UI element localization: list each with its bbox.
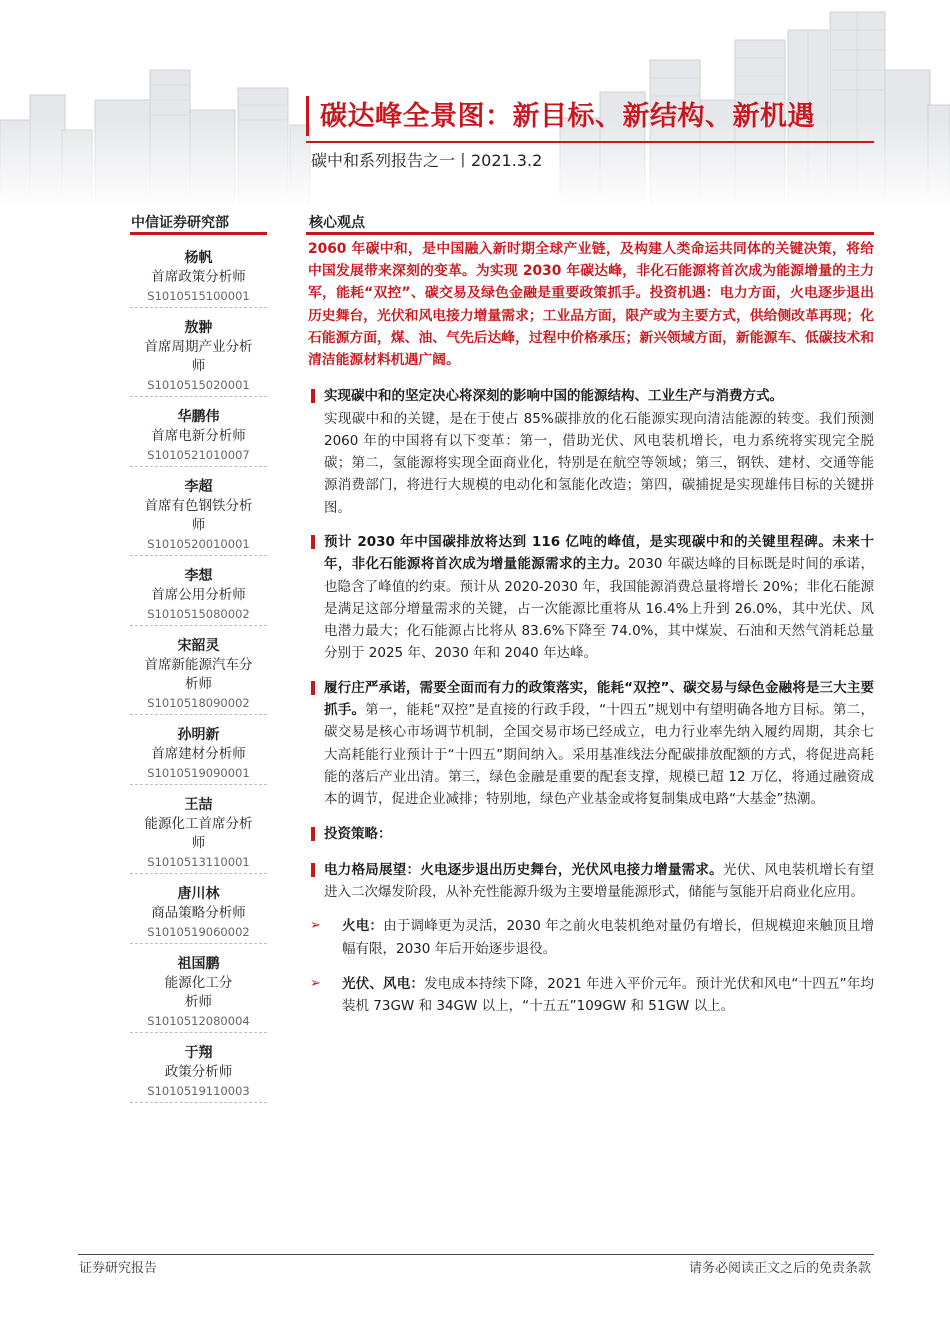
key-point <box>308 385 874 519</box>
key-point-lead: 预计 2030 年中国碳排放将达到 116 亿吨的峰值，是实现碳中和的关键里程碑。未来十年，非化石能源将首次成为增量能源需求的主力。 <box>324 534 874 573</box>
analyst-code: S1010519110003 <box>130 1082 267 1103</box>
analyst-code: S1010515080002 <box>130 605 267 626</box>
strategy-heading: 投资策略： <box>308 823 874 845</box>
analyst-code: S1010513110001 <box>130 853 267 874</box>
key-point-body: 第一，能耗“双控”是直接的行政手段，“十四五”规划中有望明确各地方目标。第二，碳交易是核心市场调节机制，全国交易市场已经成立，电力行业率先纳入履约周期，其余七大高耗能行业预计于“十四五”期间纳入。采用基准线法分配碳排放配额的方式，将促进高耗能的落后产业出清。第三，绿色金融是重要的配套支撑，规模已超 12 万亿，将通过融资成本的调节，促进企业减排；特别地，绿色产业基金或将复制集成电路“大基金”热潮。 <box>324 702 875 808</box>
analyst-card <box>130 884 267 944</box>
arrow-bullet-icon: ➢ <box>310 976 321 992</box>
analyst-card <box>130 566 267 626</box>
analyst-name: 杨帆 <box>184 250 213 266</box>
analyst-name: 王喆 <box>184 797 213 813</box>
analyst-card <box>130 477 267 556</box>
analyst-code: S1010519060002 <box>130 923 267 944</box>
analyst-code: S1010515100001 <box>130 287 267 308</box>
strategy-point-body: 光伏、风电装机增长有望进入二次爆发阶段，从补充性能源升级为主要增量能源形式，储能与氢能开启商业化应用。 <box>324 861 875 901</box>
main-divider <box>306 232 874 235</box>
analyst-code: S1010520010001 <box>130 535 267 556</box>
analyst-code: S1010518090002 <box>130 694 267 715</box>
analyst-role: 首席公用分析师 <box>151 587 246 603</box>
core-summary: 2060 年碳中和，是中国融入新时期全球产业链，及构建人类命运共同体的关键决策，将给中国发展带来深刻的变革。为实现 2030 年碳达峰，非化石能源将首次成为能源增量的主力军，能耗“双控”、碳交易及绿色金融是重要政策抓手。投资机遇：电力方面，火电逐步退出历史舞台，光伏和风电接力增量需求；工业品方面，限产或为主要方式，供给侧改革再现；化石能源方面，煤、油、气先后达峰，过程中价格承压；新兴领域方面，新能源车、低碳技术和清洁能源材料机遇广阔。 <box>308 241 874 369</box>
analyst-card <box>130 248 267 308</box>
analyst-name: 李想 <box>184 568 213 584</box>
key-point-body: 实现碳中和的关键，是在于使占 85%碳排放的化石能源实现向清洁能源的转变。我们预测 2060 年的中国将有以下变革：第一，借助光伏、风电装机增长，电力系统将实现完全脱碳；第二，氢能源将实现全面商业化，特别是在航空等领域；第三，钢铁、建材、交通等能源消费部门，将进行大规模的电动化和氢能化改造；第四，碳捕捉是实现雄伟目标的关键拼图。 <box>324 410 874 516</box>
analyst-role: 首席有色钢铁分析师 <box>144 498 253 533</box>
analyst-role: 能源化工分析师 <box>164 975 233 1010</box>
strategy-point <box>308 859 874 904</box>
key-point <box>308 531 874 665</box>
key-point-lead: 履行庄严承诺，需要全面而有力的政策落实，能耗“双控”、碳交易与绿色金融将是三大主要抓手。 <box>324 679 874 719</box>
sidebar-heading: 中信证券研究部 <box>131 215 229 231</box>
analyst-name: 宋韶灵 <box>177 638 220 654</box>
analyst-name: 李超 <box>184 479 213 495</box>
footer-disclaimer: 请务必阅读正文之后的免责条款 <box>688 1261 871 1276</box>
main-heading: 核心观点 <box>309 215 365 231</box>
analyst-name: 于翔 <box>184 1045 213 1061</box>
analyst-name: 华鹏伟 <box>177 409 220 425</box>
strategy-point-lead: 电力格局展望：火电逐步退出历史舞台，光伏风电接力增量需求。 <box>324 861 723 878</box>
analyst-role: 政策分析师 <box>164 1064 233 1080</box>
analyst-name: 孙明新 <box>177 727 220 743</box>
analyst-role: 能源化工首席分析师 <box>144 816 253 851</box>
footer-divider <box>78 1254 874 1255</box>
footer-label: 证券研究报告 <box>79 1261 158 1276</box>
analyst-card <box>130 795 267 874</box>
arrow-bullet-icon: ➢ <box>310 918 321 934</box>
report-title: 碳达峰全景图：新目标、新结构、新机遇 <box>320 101 815 132</box>
analyst-card <box>130 636 267 715</box>
analyst-role: 商品策略分析师 <box>151 905 246 921</box>
bullet-lead: 火电： <box>342 918 384 935</box>
analyst-code: S1010512080004 <box>130 1012 267 1033</box>
report-subtitle: 碳中和系列报告之一丨2021.3.2 <box>311 151 543 170</box>
bullet-body: 发电成本持续下降，2021 年进入平价元年。预计光伏和风电“十四五”年均装机 73GW 和 34GW 以上，“十五五”109GW 和 51GW 以上。 <box>342 976 875 1015</box>
analyst-card <box>130 407 267 467</box>
analyst-name: 祖国鹏 <box>177 956 220 972</box>
analyst-role: 首席电新分析师 <box>151 428 246 444</box>
analyst-card <box>130 954 267 1033</box>
analyst-card <box>130 1043 267 1103</box>
analyst-card <box>130 725 267 785</box>
analyst-code: S1010515020001 <box>130 376 267 397</box>
analyst-role: 首席周期产业分析师 <box>144 339 253 374</box>
bullet-lead: 光伏、风电： <box>342 976 425 993</box>
strategy-bullet <box>308 973 874 1018</box>
key-point-lead: 实现碳中和的坚定决心将深刻的影响中国的能源结构、工业生产与消费方式。 <box>324 388 783 405</box>
strategy-bullet <box>308 915 874 960</box>
analyst-code: S1010519090001 <box>130 764 267 785</box>
analyst-card <box>130 318 267 397</box>
analyst-role: 首席政策分析师 <box>151 269 246 285</box>
key-point-body: 2030 年碳达峰的目标既是时间的承诺，也隐含了峰值的约束。预计从 2020-2030 年，我国能源消费总量将增长 20%；非化石能源是满足这部分增量需求的关键，占一次能源比重将从 16.4%上升到 26.0%，其中光伏、风电潜力最大；化石能源占比将从 83.6%下降至 74.0%，其中煤炭、石油和天然气消耗总量分别于 2025 年、2030 年和 2040 年达峰。 <box>324 556 874 662</box>
analyst-name: 唐川林 <box>177 886 220 902</box>
title-divider <box>306 141 874 143</box>
analyst-code: S1010521010007 <box>130 446 267 467</box>
sidebar-divider <box>130 232 267 235</box>
analyst-list <box>130 248 267 1113</box>
analyst-role: 首席新能源汽车分析师 <box>144 657 253 692</box>
key-point <box>308 677 874 811</box>
analyst-role: 首席建材分析师 <box>151 746 246 762</box>
analyst-name: 敖翀 <box>184 320 213 336</box>
title-accent-bar <box>306 96 309 136</box>
bullet-body: 由于调峰更为灵活，2030 年之前火电装机绝对量仍有增长，但规模迎来触顶且增幅有限，2030 年后开始逐步退役。 <box>342 918 875 957</box>
main-content <box>308 238 874 1031</box>
